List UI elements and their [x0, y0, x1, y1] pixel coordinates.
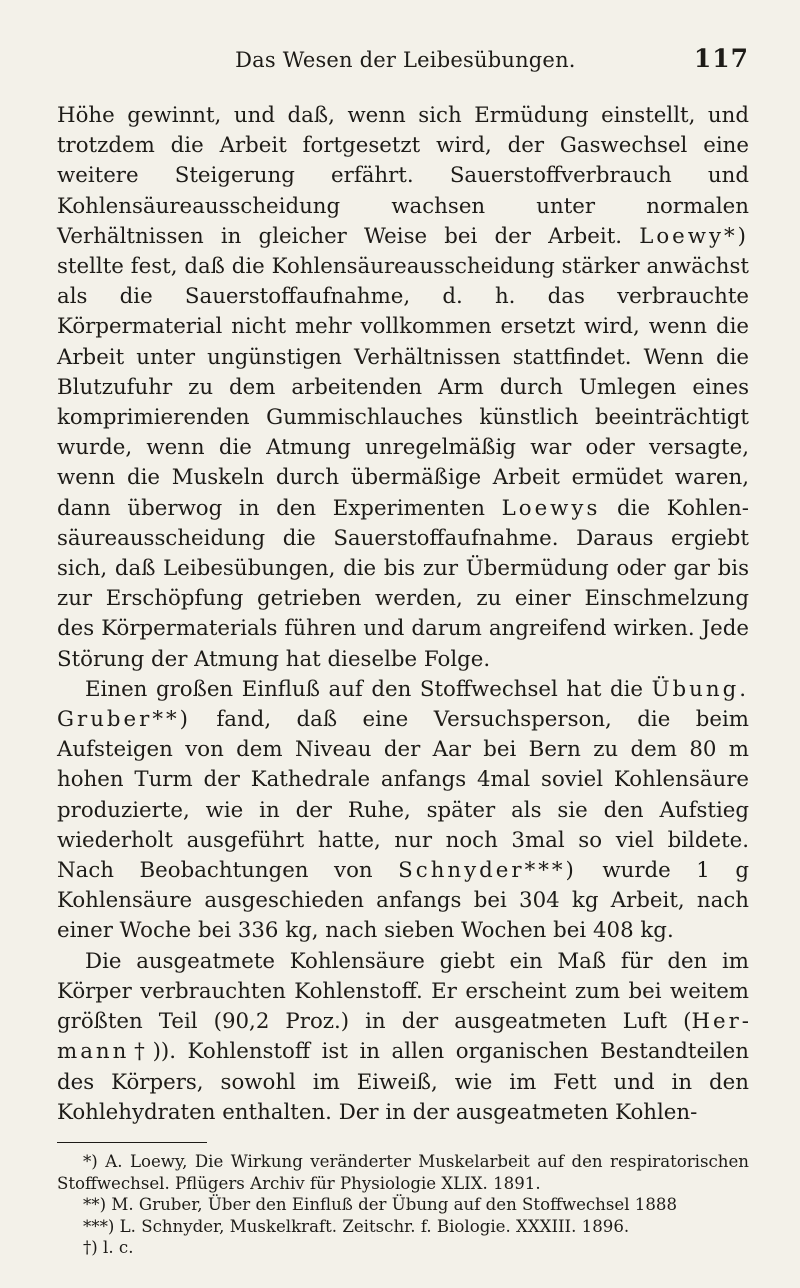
book-page	[57, 44, 749, 1274]
emphasized-name: Gruber**)	[57, 707, 191, 733]
paragraph	[57, 101, 749, 675]
paragraph	[57, 675, 749, 947]
emphasized-name: Loewys	[501, 495, 601, 521]
text-run: die Kohlensäureausscheidung die Sauerstoffaufnahme. Daraus ergiebt sich, daß Leibesübungen, die bis zur Übermüdung oder gar bis zur Erschöpfung getrieben werden, zu einer Einschmelzung des Körpermaterials führen und darum angreifend wirken. Jede Störung der Atmung hat dieselbe Folge.	[57, 495, 749, 672]
paragraph	[57, 947, 749, 1128]
text-run: stellte fest, daß die Kohlensäureausscheidung stärker anwächst als die Sauerstoffaufnahme, d. h. das verbrauchte Körpermaterial nicht mehr vollkommen ersetzt wird, wenn die Arbeit unter ungünstigen Verhältnissen stattfindet. Wenn die Blutzufuhr zu dem arbeitenden Arm durch Umlegen eines komprimierenden Gummischlauches künstlich beeinträchtigt wurde, wenn die Atmung unregelmäßig war oder versagte, wenn die Muskeln durch übermäßige Arbeit ermüdet waren, dann überwog in den Experimenten	[57, 254, 749, 521]
emphasized-name: Hermann†	[57, 1009, 749, 1065]
text-run: Höhe gewinnt, und daß, wenn sich Ermüdung einstellt, und trotzdem die Arbeit fortgesetzt wird, der Gaswechsel eine weitere Steigerung erfährt. Sauerstoffverbrauch und Kohlensäureausscheidung wachsen unter normalen Verhältnissen in gleicher Weise bei der Arbeit.	[57, 103, 749, 249]
emphasized-name: Übung.	[651, 676, 749, 702]
body-text	[57, 101, 749, 1128]
footnotes	[57, 1151, 749, 1259]
footnote: **) M. Gruber, Über den Einfluß der Übung auf den Stoffwechsel 1888	[83, 1195, 678, 1215]
footnote-divider	[57, 1142, 207, 1143]
running-title: Das Wesen der Leibesübungen.	[235, 48, 576, 72]
text-run: )). Kohlenstoff ist in allen organischen Bestandteilen des Körpers, sowohl im Eiweiß, wie im Fett und in den Kohlehydraten enthalten. Der in der ausgeatmeten Kohlen-	[57, 1039, 749, 1125]
text-run: Die ausgeatmete Kohlensäure giebt ein Maß für den im Körper verbrauchten Kohlenstoff. Er erscheint zum bei weitem größten Teil (90,2 Proz.) in der ausgeatmeten Luft (	[57, 948, 749, 1035]
text-run: wurde 1 g Kohlensäure ausgeschieden anfangs bei 304 kg Arbeit, nach einer Woche bei 336 kg, nach sieben Wochen bei 408 kg.	[57, 858, 749, 944]
text-run: fand, daß eine Versuchsperson, die beim Aufsteigen von dem Niveau der Aar bei Bern zu dem 80 m hohen Turm der Kathedrale anfangs 4mal soviel Kohlensäure produzierte, wie in der Ruhe, später als sie den Aufstieg wiederholt ausgeführt hatte, nur noch 3mal so viel bildete. Nach Beobachtungen von	[57, 707, 749, 884]
running-head	[57, 44, 749, 85]
footnote: *) A. Loewy, Die Wirkung veränderter Muskelarbeit auf den respiratorischen Stoffwechsel. Pflügers Archiv für Physiologie XLIX. 1891.	[57, 1151, 749, 1193]
emphasized-name: Loewy*)	[639, 223, 749, 249]
page-number: 117	[693, 44, 749, 73]
emphasized-name: Schnyder***)	[398, 858, 577, 884]
footnote: ***) L. Schnyder, Muskelkraft. Zeitschr. f. Biologie. XXXIII. 1896.	[83, 1216, 630, 1236]
text-run: Einen großen Einfluß auf den Stoffwechsel hat die	[85, 676, 652, 702]
footnote: †) l. c.	[83, 1238, 134, 1258]
